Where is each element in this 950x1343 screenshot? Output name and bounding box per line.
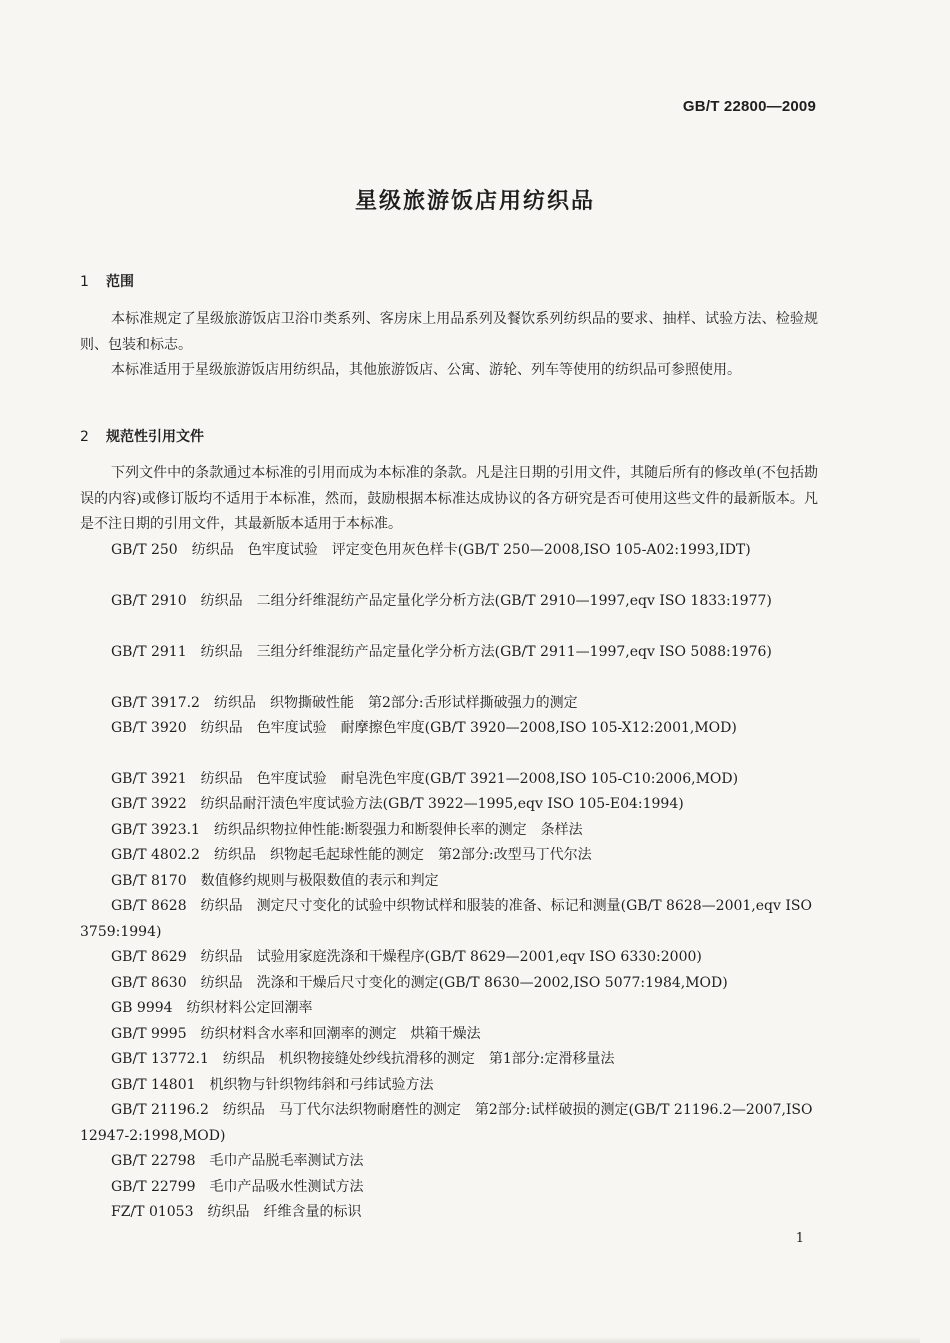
paragraph: 本标准规定了星级旅游饭店卫浴巾类系列、客房床上用品系列及餐饮系列纺织品的要求、抽样、试验方法、检验规则、包装和标志。 <box>80 311 818 353</box>
reference-item: GB/T 4802.2 纺织品 织物起毛起球性能的测定 第2部分:改型马丁代尔法 <box>111 847 592 863</box>
reference-item: GB/T 9995 纺织材料含水率和回潮率的测定 烘箱干燥法 <box>111 1026 481 1042</box>
section-title: 规范性引用文件 <box>106 429 204 445</box>
reference-item: GB/T 8629 纺织品 试验用家庭洗涤和干燥程序(GB/T 8629—2001,eqv ISO 6330:2000) <box>111 949 702 965</box>
section-number: 2 <box>80 429 89 445</box>
reference-item: GB/T 22798 毛巾产品脱毛率测试方法 <box>111 1153 364 1169</box>
reference-item: GB/T 8628 纺织品 测定尺寸变化的试验中织物试样和服装的准备、标记和测量(GB/T 8628—2001,eqv ISO 3759:1994) <box>80 898 812 940</box>
section-1-heading <box>80 271 134 291</box>
reference-item: GB/T 22799 毛巾产品吸水性测试方法 <box>111 1179 364 1195</box>
reference-item: GB 9994 纺织材料公定回潮率 <box>111 1000 313 1016</box>
paragraph: 下列文件中的条款通过本标准的引用而成为本标准的条款。凡是注日期的引用文件，其随后所有的修改单(不包括勘误的内容)或修订版均不适用于本标准，然而，鼓励根据本标准达成协议的各方研究是否可使用这些文件的最新版本。凡是不注日期的引用文件，其最新版本适用于本标准。 <box>80 465 818 532</box>
reference-item: GB/T 2910 纺织品 二组分纤维混纺产品定量化学分析方法(GB/T 2910—1997,eqv ISO 1833:1977) <box>111 593 772 609</box>
section-2-heading <box>80 426 204 446</box>
page-number: 1 <box>795 1231 804 1246</box>
reference-item: GB/T 3920 纺织品 色牢度试验 耐摩擦色牢度(GB/T 3920—2008,ISO 105-X12:2001,MOD) <box>111 720 737 736</box>
section-number: 1 <box>80 274 89 290</box>
standard-number: GB/T 22800—2009 <box>682 98 816 115</box>
reference-item: GB/T 3923.1 纺织品织物拉伸性能:断裂强力和断裂伸长率的测定 条样法 <box>111 822 583 838</box>
document-title: 星级旅游饭店用纺织品 <box>354 189 595 214</box>
reference-item: FZ/T 01053 纺织品 纤维含量的标识 <box>111 1204 362 1220</box>
reference-item: GB/T 8630 纺织品 洗涤和干燥后尺寸变化的测定(GB/T 8630—2002,ISO 5077:1984,MOD) <box>111 975 728 991</box>
section-title: 范围 <box>106 274 134 290</box>
paragraph: 本标准适用于星级旅游饭店用纺织品，其他旅游饭店、公寓、游轮、列车等使用的纺织品可参照使用。 <box>111 362 741 378</box>
reference-item: GB/T 3922 纺织品耐汗渍色牢度试验方法(GB/T 3922—1995,eqv ISO 105-E04:1994) <box>111 796 684 812</box>
reference-item: GB/T 14801 机织物与针织物纬斜和弓纬试验方法 <box>111 1077 434 1093</box>
reference-item: GB/T 3917.2 纺织品 织物撕破性能 第2部分:舌形试样撕破强力的测定 <box>111 695 578 711</box>
reference-item: GB/T 2911 纺织品 三组分纤维混纺产品定量化学分析方法(GB/T 2911—1997,eqv ISO 5088:1976) <box>111 644 772 660</box>
reference-item: GB/T 8170 数值修约规则与极限数值的表示和判定 <box>111 873 439 889</box>
reference-item: GB/T 3921 纺织品 色牢度试验 耐皂洗色牢度(GB/T 3921—2008,ISO 105-C10:2006,MOD) <box>111 771 739 787</box>
reference-item: GB/T 21196.2 纺织品 马丁代尔法织物耐磨性的测定 第2部分:试样破损的测定(GB/T 21196.2—2007,ISO 12947-2:1998,MOD) <box>80 1102 813 1144</box>
page-edge <box>60 1337 920 1343</box>
reference-item: GB/T 250 纺织品 色牢度试验 评定变色用灰色样卡(GB/T 250—2008,ISO 105-A02:1993,IDT) <box>111 542 751 558</box>
reference-item: GB/T 13772.1 纺织品 机织物接缝处纱线抗滑移的测定 第1部分:定滑移量法 <box>111 1051 615 1067</box>
